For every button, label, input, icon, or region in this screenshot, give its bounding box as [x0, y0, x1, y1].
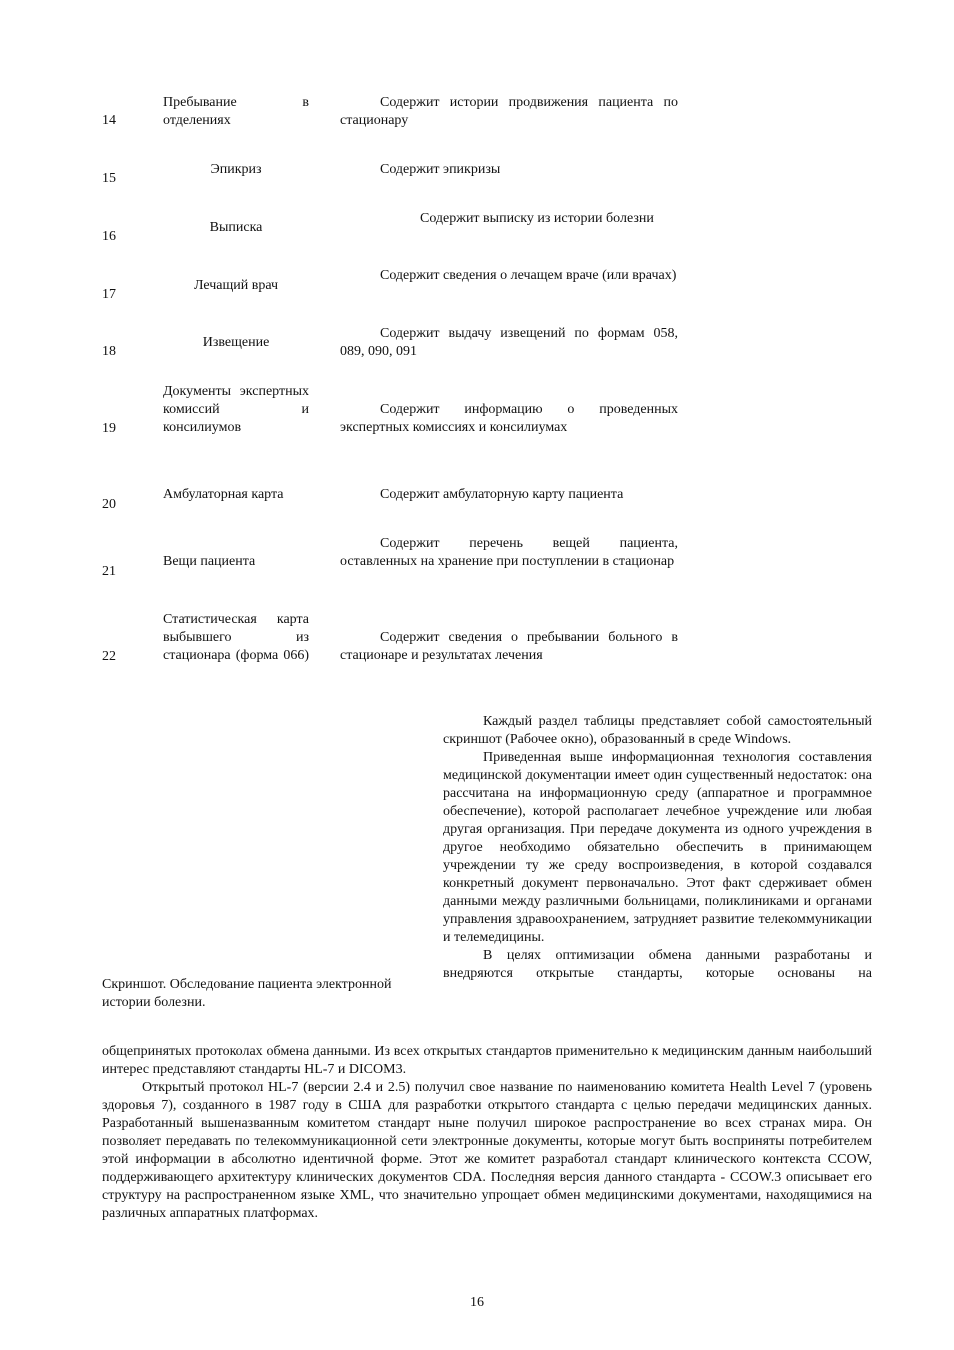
- row-name: Извещение: [202, 335, 270, 350]
- row-number: 21: [102, 564, 116, 579]
- row-name: Вещи пациента: [163, 554, 256, 569]
- row-number: 22: [102, 649, 116, 664]
- row-description: Содержит истории продвижения пациента по стационару: [340, 95, 678, 128]
- row-number: 20: [102, 497, 116, 512]
- right-text-column: [443, 713, 872, 983]
- row-number: 14: [102, 113, 116, 128]
- paragraph: Открытый протокол HL-7 (версии 2.4 и 2.5) получил свое название по наименованию комитета Health Level 7 (уровень здоровья 7), созданного в 1987 году в США для разработки открытого стандарта с целью передачи медицинских данных. Разработанный вышеназванным комитетом стандарт ныне получил широкое распространение во всех странах мира. Он позволяет передавать по телекоммуникационной сети электронные документы, которые могут быть восприняты потребителем этой информации в абсолютно идентичной форме. Этот же комитет разработал стандарт клинического контекста CCOW, поддерживающего архитектуру клинических документов CDA. Последняя версия данного стандарта - CCOW.3 описывает его структуру на распространенном языке XML, что значительно упрощает обмен медицинскими документами, находящимися на различных аппаратных платформах.: [102, 1080, 872, 1221]
- page-number: 16: [470, 1295, 484, 1310]
- row-name: Статистическая карта выбывшего из стационара (форма 066): [163, 612, 309, 663]
- row-number: 18: [102, 344, 116, 359]
- row-description: Содержит эпикризы: [380, 162, 501, 177]
- row-description: Содержит выдачу извещений по формам 058, 089, 090, 091: [340, 326, 678, 359]
- row-name: Выписка: [209, 220, 263, 235]
- paragraph: Каждый раздел таблицы представляет собой самостоятельный скриншот (Рабочее окно), образованный в среде Windows.: [443, 714, 872, 747]
- row-description: Содержит амбулаторную карту пациента: [380, 487, 624, 502]
- row-description: Содержит сведения о пребывании больного в стационаре и результатах лечения: [340, 630, 678, 663]
- bottom-text-block: [102, 1043, 872, 1223]
- row-description: Содержит перечень вещей пациента, оставленных на хранение при поступлении в стационар: [340, 536, 678, 569]
- row-description: Содержит информацию о проведенных экспертных комиссиях и консилиумах: [340, 402, 678, 435]
- row-name: Пребывание в отделениях: [163, 95, 309, 128]
- row-name: Лечащий врач: [193, 278, 279, 293]
- paragraph: В целях оптимизации обмена данными разработаны и внедряются открытые стандарты, которые основаны на: [443, 948, 872, 981]
- row-description: Содержит сведения о лечащем враче (или врачах): [380, 268, 677, 283]
- row-number: 15: [102, 171, 116, 186]
- row-name: Документы экспертных комиссий и консилиумов: [163, 384, 309, 435]
- screenshot-caption: Скриншот. Обследование пациента электронной истории болезни.: [102, 977, 392, 1010]
- paragraph: общепринятых протоколах обмена данными. Из всех открытых стандартов применительно к медицинским данным наибольший интерес представляют стандарты HL-7 и DICOM3.: [102, 1044, 872, 1077]
- row-description: Содержит выписку из истории болезни: [420, 211, 654, 226]
- paragraph: Приведенная выше информационная технология составления медицинской документации имеет один существенный недостаток: она рассчитана на информационную среду (аппаратное и программное обеспечение), которой располагает лечебное учреждение или любая другая организация. При передаче документа из одного учреждения в другое необходимо обязательно обеспечить в принимающем учреждении ту же среду воспроизведения, в которой создавался конкретный документ первоначально. Этот факт сдерживает обмен данными между различными больницами, поликлиниками и органами управления здравоохранением, затрудняет развитие телекоммуникации и телемедицины.: [443, 750, 872, 945]
- row-number: 16: [102, 229, 116, 244]
- row-number: 17: [102, 287, 116, 302]
- row-number: 19: [102, 421, 116, 436]
- row-name: Амбулаторная карта: [163, 487, 284, 502]
- row-name: Эпикриз: [210, 162, 262, 177]
